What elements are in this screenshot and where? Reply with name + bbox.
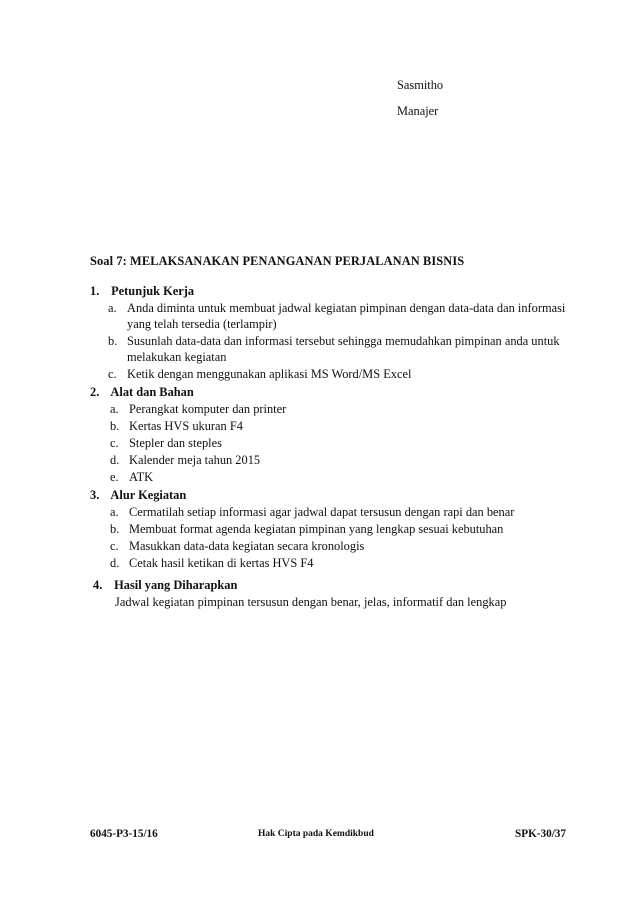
section-number: 1. bbox=[90, 284, 100, 298]
list-item: d. Cetak hasil ketikan di kertas HVS F4 bbox=[110, 556, 314, 570]
list-item: d. Kalender meja tahun 2015 bbox=[110, 453, 261, 467]
page-number: SPK-30/37 bbox=[515, 828, 566, 840]
section-heading: Alur Kegiatan bbox=[110, 488, 187, 502]
list-item: c. Masukkan data-data kegiatan secara kronologis bbox=[110, 539, 365, 553]
section-hasil-yang-diharapkan bbox=[93, 577, 506, 610]
section-alat-dan-bahan bbox=[90, 384, 286, 486]
list-item: a. Perangkat komputer dan printer bbox=[110, 402, 287, 416]
workflow-list bbox=[90, 504, 514, 571]
list-item: c. Stepler dan steples bbox=[110, 436, 222, 450]
section-number: 2. bbox=[90, 385, 100, 399]
expected-result-text: Jadwal kegiatan pimpinan tersusun dengan benar, jelas, informatif dan lengkap bbox=[115, 595, 507, 609]
signatory-name: Sasmitho bbox=[397, 78, 444, 92]
list-item: b. Susunlah data-data dan informasi tersebut sehingga memudahkan pimpinan anda untuk melakukan kegiatan bbox=[108, 334, 560, 364]
section-number: 3. bbox=[90, 488, 100, 502]
section-petunjuk-kerja bbox=[90, 283, 567, 383]
document-code: 6045-P3-15/16 bbox=[90, 828, 158, 840]
copyright-notice: Hak Cipta pada Kemdikbud bbox=[258, 829, 374, 839]
section-number: 4. bbox=[93, 578, 103, 592]
signature-block bbox=[397, 77, 443, 129]
list-item: b. Membuat format agenda kegiatan pimpinan yang lengkap sesuai kebutuhan bbox=[110, 522, 504, 536]
signatory-role: Manajer bbox=[397, 104, 439, 118]
section-heading: Alat dan Bahan bbox=[110, 385, 194, 399]
list-item: a. Cermatilah setiap informasi agar jadwal dapat tersusun dengan rapi dan benar bbox=[110, 505, 515, 519]
list-item: a. Anda diminta untuk membuat jadwal kegiatan pimpinan dengan data-data dan informasi yang telah tersedia (terlampir) bbox=[108, 301, 566, 331]
instruction-list bbox=[90, 300, 567, 382]
section-heading: Hasil yang Diharapkan bbox=[114, 578, 238, 592]
list-item: c. Ketik dengan menggunakan aplikasi MS Word/MS Excel bbox=[108, 367, 412, 381]
list-item: e. ATK bbox=[110, 470, 154, 484]
section-heading: Petunjuk Kerja bbox=[111, 284, 195, 298]
list-item: b. Kertas HVS ukuran F4 bbox=[110, 419, 243, 433]
materials-list bbox=[90, 401, 286, 485]
page-title: Soal 7: MELAKSANAKAN PENANGANAN PERJALANAN BISNIS bbox=[90, 254, 465, 268]
section-alur-kegiatan bbox=[90, 487, 514, 572]
